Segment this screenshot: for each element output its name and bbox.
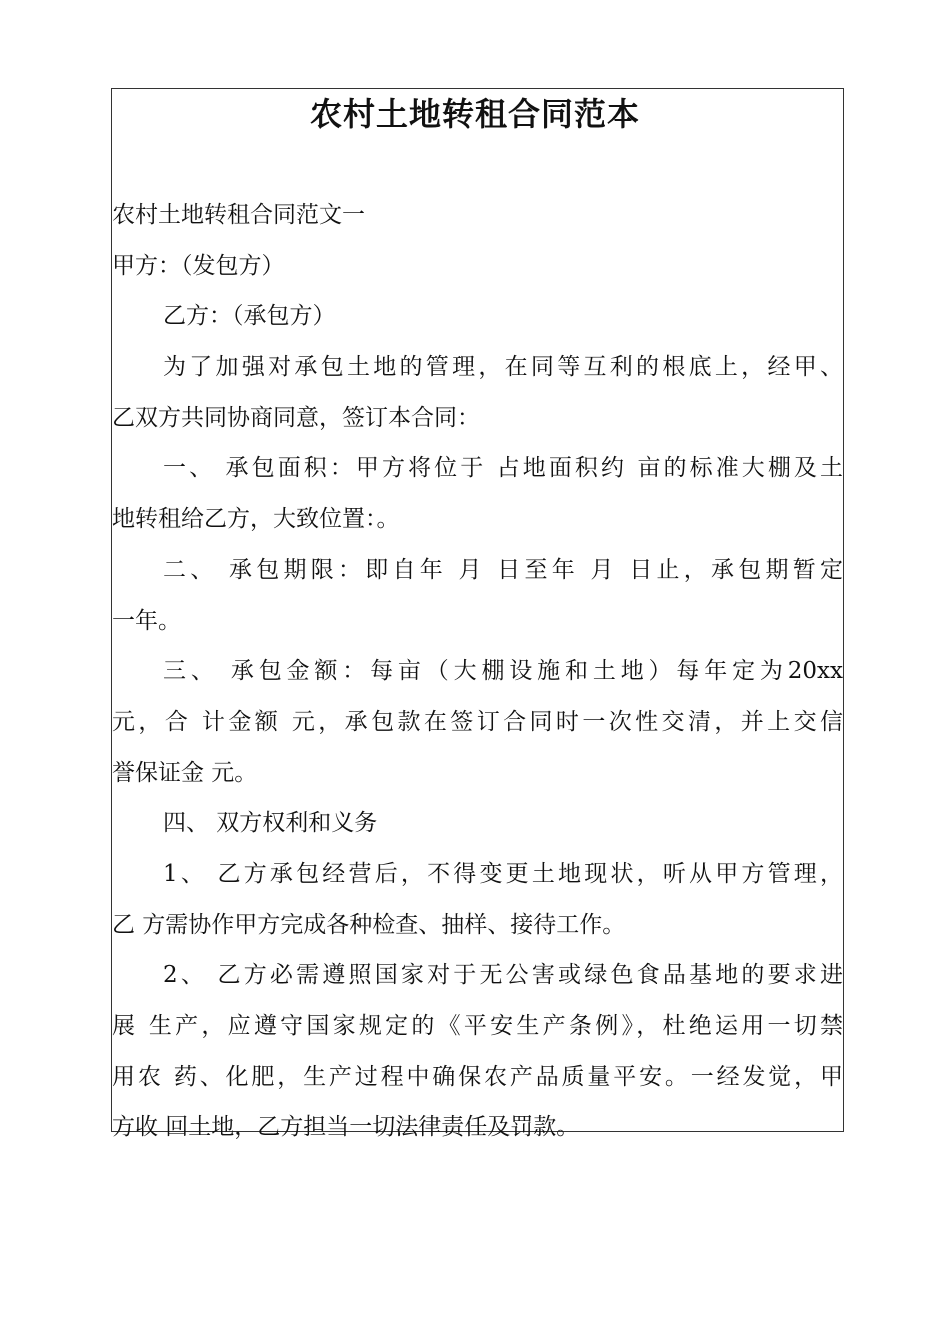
clause-amount-line: 三、 承包金额：每亩（大棚设施和土地）每年定为20xx xyxy=(163,658,843,685)
clause-rights-heading: 四、 双方权利和义务 xyxy=(163,810,378,837)
clause-area-line: 地转租给乙方，大致位置：。 xyxy=(112,506,400,533)
rights-item-2-line: 方收 回土地，乙方担当一切法律责任及罚款。 xyxy=(112,1114,580,1141)
subtitle-line: 农村土地转租合同范文一 xyxy=(112,202,365,228)
clause-term-line: 二、 承包期限：即自年 月 日至年 月 日止，承包期暂定 xyxy=(163,556,843,583)
rights-item-1-line: 乙 方需协作甲方完成各种检查、抽样、接待工作。 xyxy=(112,911,626,938)
rights-item-2-line: 2、 乙方必需遵照国家对于无公害或绿色食品基地的要求进 xyxy=(163,962,843,989)
clause-area-line: 一、 承包面积：甲方将位于 占地面积约 亩的标准大棚及土 xyxy=(163,455,843,482)
clause-amount-line: 誉保证金 元。 xyxy=(112,759,258,786)
preamble-line: 为了加强对承包土地的管理，在同等互利的根底上，经甲、 xyxy=(163,354,843,381)
preamble-line: 乙双方共同协商同意，签订本合同： xyxy=(112,404,480,431)
clause-term-line: 一年。 xyxy=(112,607,181,634)
rights-item-2-line: 展 生产，应遵守国家规定的《平安生产条例》，杜绝运用一切禁 xyxy=(112,1013,843,1039)
party-b-line: 乙方：（承包方） xyxy=(163,303,336,330)
party-a-line: 甲方：（发包方） xyxy=(112,252,285,279)
rights-item-2-line: 用农 药、化肥，生产过程中确保农产品质量平安。一经发觉，甲 xyxy=(112,1063,843,1090)
clause-amount-line: 元，合 计金额 元，承包款在签订合同时一次性交清，并上交信 xyxy=(112,708,843,735)
document-body xyxy=(112,190,843,1153)
document-title: 农村土地转租合同范本 xyxy=(309,95,640,133)
rights-item-1-line: 1、 乙方承包经营后，不得变更土地现状，听从甲方管理， xyxy=(163,860,843,887)
